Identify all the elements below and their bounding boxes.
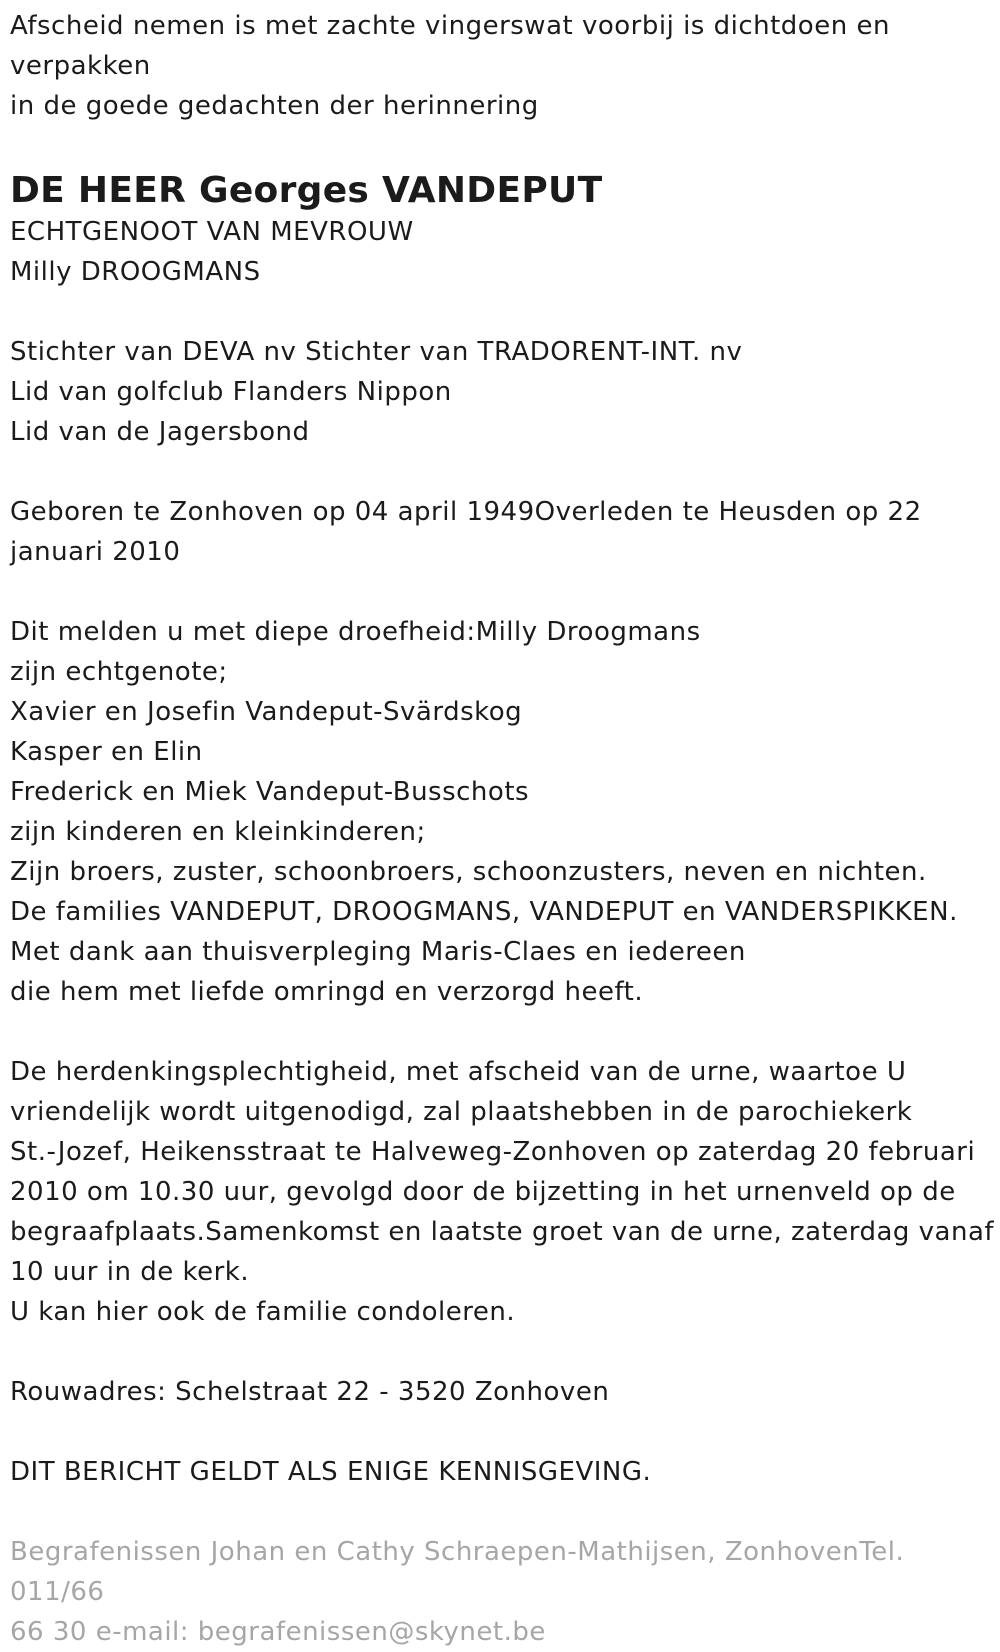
notice-text: DIT BERICHT GELDT ALS ENIGE KENNISGEVING.	[10, 1457, 652, 1487]
announcement-line: die hem met liefde omringd en verzorgd heeft.	[10, 977, 644, 1007]
announcement-line: Frederick en Miek Vandeput-Busschots	[10, 777, 530, 807]
deceased-name: DE HEER Georges VANDEPUT	[10, 170, 603, 211]
role-line: Lid van de Jagersbond	[10, 417, 310, 447]
spacer	[10, 1412, 990, 1452]
ceremony-line: St.-Jozef, Heikensstraat te Halveweg-Zonhoven op zaterdag 20 februari	[10, 1137, 976, 1167]
dates-line-2: januari 2010	[10, 537, 181, 567]
dates-line-1: Geboren te Zonhoven op 04 april 1949Overleden te Heusden op 22	[10, 497, 922, 527]
spacer	[10, 292, 990, 332]
announcement-line: Kasper en Elin	[10, 737, 203, 767]
funeral-home-line-1: Begrafenissen Johan en Cathy Schraepen-Mathijsen, ZonhovenTel. 011/66	[10, 1537, 905, 1607]
mourning-address: Rouwadres: Schelstraat 22 - 3520 Zonhoven	[10, 1377, 610, 1407]
spacer	[10, 1012, 990, 1052]
role-line: Lid van golfclub Flanders Nippon	[10, 377, 452, 407]
announcement-line: Dit melden u met diepe droefheid:Milly Droogmans	[10, 617, 701, 647]
spouse-name: Milly DROOGMANS	[10, 257, 261, 287]
announcement-line: Zijn broers, zuster, schoonbroers, schoonzusters, neven en nichten.	[10, 857, 927, 887]
announcement-line: zijn kinderen en kleinkinderen;	[10, 817, 426, 847]
announcement-line: zijn echtgenote;	[10, 657, 228, 687]
announcement-line: De families VANDEPUT, DROOGMANS, VANDEPUT en VANDERSPIKKEN.	[10, 897, 958, 927]
ceremony-line: 2010 om 10.30 uur, gevolgd door de bijzetting in het urnenveld op de	[10, 1177, 956, 1207]
role-line: Stichter van DEVA nv Stichter van TRADORENT-INT. nv	[10, 337, 743, 367]
intro-line-1: Afscheid nemen is met zachte vingerswat voorbij is dichtdoen en	[10, 11, 890, 41]
spacer	[10, 572, 990, 612]
ceremony-line: U kan hier ook de familie condoleren.	[10, 1297, 516, 1327]
funeral-home-line-2: 66 30 e-mail: begrafenissen@skynet.be	[10, 1617, 546, 1647]
intro-line-3: in de goede gedachten der herinnering	[10, 91, 539, 121]
ceremony-line: 10 uur in de kerk.	[10, 1257, 250, 1287]
spacer	[10, 452, 990, 492]
announcement-line: Met dank aan thuisverpleging Maris-Claes en iedereen	[10, 937, 746, 967]
ceremony-line: De herdenkingsplechtigheid, met afscheid van de urne, waartoe U	[10, 1057, 907, 1087]
intro-line-2: verpakken	[10, 51, 151, 81]
spacer	[10, 1492, 990, 1532]
ceremony-line: begraafplaats.Samenkomst en laatste groet van de urne, zaterdag vanaf	[10, 1217, 995, 1247]
ceremony-line: vriendelijk wordt uitgenodigd, zal plaatshebben in de parochiekerk	[10, 1097, 913, 1127]
spouse-title: ECHTGENOOT VAN MEVROUW	[10, 217, 414, 247]
announcement-line: Xavier en Josefin Vandeput-Svärdskog	[10, 697, 523, 727]
spacer	[10, 1332, 990, 1372]
